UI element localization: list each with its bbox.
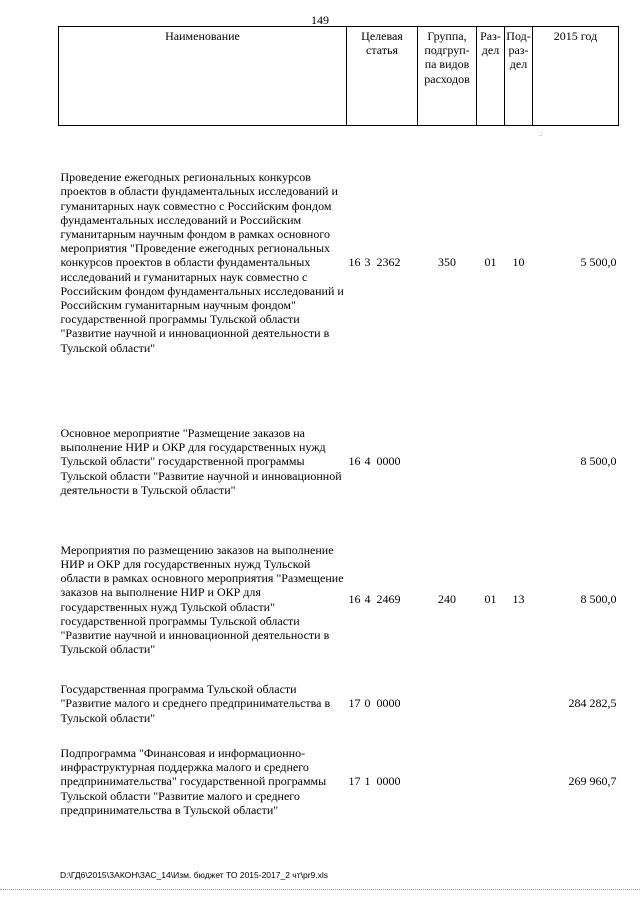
article-part-2: 1	[364, 774, 371, 789]
table-row	[59, 140, 619, 386]
article-part-3: 0000	[376, 774, 401, 789]
row-subsection: 10	[512, 255, 525, 270]
spacer-row	[59, 126, 619, 140]
row-amount: 284 282,5	[568, 696, 617, 711]
row-subsection: 13	[512, 592, 525, 607]
table-row	[59, 738, 619, 826]
header-name: Наименование	[59, 27, 347, 126]
row-amount: 5 500,0	[580, 255, 617, 270]
scan-mark: .:	[539, 130, 543, 138]
spacer-row	[59, 386, 619, 412]
page-number: 149	[311, 13, 329, 27]
row-subsection	[505, 412, 533, 512]
article-part-2: 3	[364, 255, 371, 270]
header-section: Раз-дел	[477, 27, 505, 126]
article-part-1: 17	[348, 774, 361, 789]
file-path-footer: D:\ГД6\2015\ЗАКОН\ЗАС_14\Изм. бюджет ТО 2015-2017_2 чт\pr9.xls	[60, 870, 329, 880]
article-part-2: 4	[364, 454, 371, 469]
article-part-2: 4	[364, 592, 371, 607]
row-name: Государственная программа Тульской области "Развитие малого и среднего предпринимательства в Тульской области"	[60, 682, 331, 725]
row-section: 01	[484, 592, 497, 607]
row-amount: 269 960,7	[568, 774, 617, 789]
article-part-3: 0000	[376, 696, 401, 711]
article-part-2: 0	[364, 696, 371, 711]
row-name: Проведение ежегодных региональных конкурсов проектов в области фундаментальных исследований и гуманитарных наук совместно с Российским фондом фундаментальных исследований и Российским гуманитарным научным фондом в рамках основного мероприятия "Проведение ежегодных региональных конкурсов проектов в области фундаментальных исследований и гуманитарных наук совместно с Российским фондом фундаментальных исследований и Российским гуманитарным научным фондом" государственной программы Тульской области "Развитие научной и инновационной деятельности в Тульской области"	[60, 170, 344, 355]
header-subsection: Под-раз-дел	[505, 27, 533, 126]
header-article: Целевая статья	[347, 27, 418, 126]
row-article	[347, 412, 418, 512]
row-amount: 8 500,0	[580, 592, 617, 607]
article-part-3: 2469	[376, 592, 401, 607]
row-section	[477, 738, 505, 826]
row-section	[477, 412, 505, 512]
spacer-row	[59, 512, 619, 536]
row-article	[347, 536, 418, 664]
row-name: Мероприятия по размещению заказов на выполнение НИР и ОКР для государственных нужд Тульской области в рамках основного мероприятия "Размещение заказов на выполнение НИР и ОКР для государственных нужд Тульской области" государственной программы Тульской области "Развитие научной и инновационной деятельности в Тульской области"	[60, 542, 344, 657]
article-part-3: 0000	[376, 454, 401, 469]
row-amount: 8 500,0	[580, 454, 617, 469]
row-group	[418, 682, 477, 726]
table-row	[59, 536, 619, 664]
row-article	[347, 140, 418, 386]
row-article	[347, 738, 418, 826]
row-group: 350	[438, 255, 456, 270]
row-name: Подпрограмма "Финансовая и информационно-инфраструктурная поддержка малого и среднего предпринимательства" государственной программы Тульской области "Развитие малого и среднего предпринимательства в Тульской области"	[60, 745, 327, 817]
table-row	[59, 412, 619, 512]
row-group	[418, 738, 477, 826]
row-name: Основное мероприятие "Размещение заказов на выполнение НИР и ОКР для государственных нужд Тульской области" государственной программы Тульской области "Развитие научной и инновационной деятельности в Тульской области"	[60, 425, 342, 497]
article-part-1: 16	[348, 255, 361, 270]
article-part-1: 16	[348, 454, 361, 469]
row-subsection	[505, 682, 533, 726]
article-part-1: 16	[348, 592, 361, 607]
row-subsection	[505, 738, 533, 826]
row-section	[477, 682, 505, 726]
article-part-3: 2362	[376, 255, 401, 270]
table-row	[59, 682, 619, 726]
spacer-row	[59, 726, 619, 738]
row-group: 240	[438, 592, 456, 607]
row-group	[418, 412, 477, 512]
row-section: 01	[484, 255, 497, 270]
spacer-row	[59, 664, 619, 682]
table-header-row	[59, 27, 619, 126]
scan-border-line	[0, 889, 640, 891]
row-article	[347, 682, 418, 726]
header-year: 2015 год	[533, 27, 619, 126]
article-part-1: 17	[348, 696, 361, 711]
header-group: Группа, подгруп-па видов расходов	[418, 27, 477, 126]
budget-table	[58, 26, 619, 826]
